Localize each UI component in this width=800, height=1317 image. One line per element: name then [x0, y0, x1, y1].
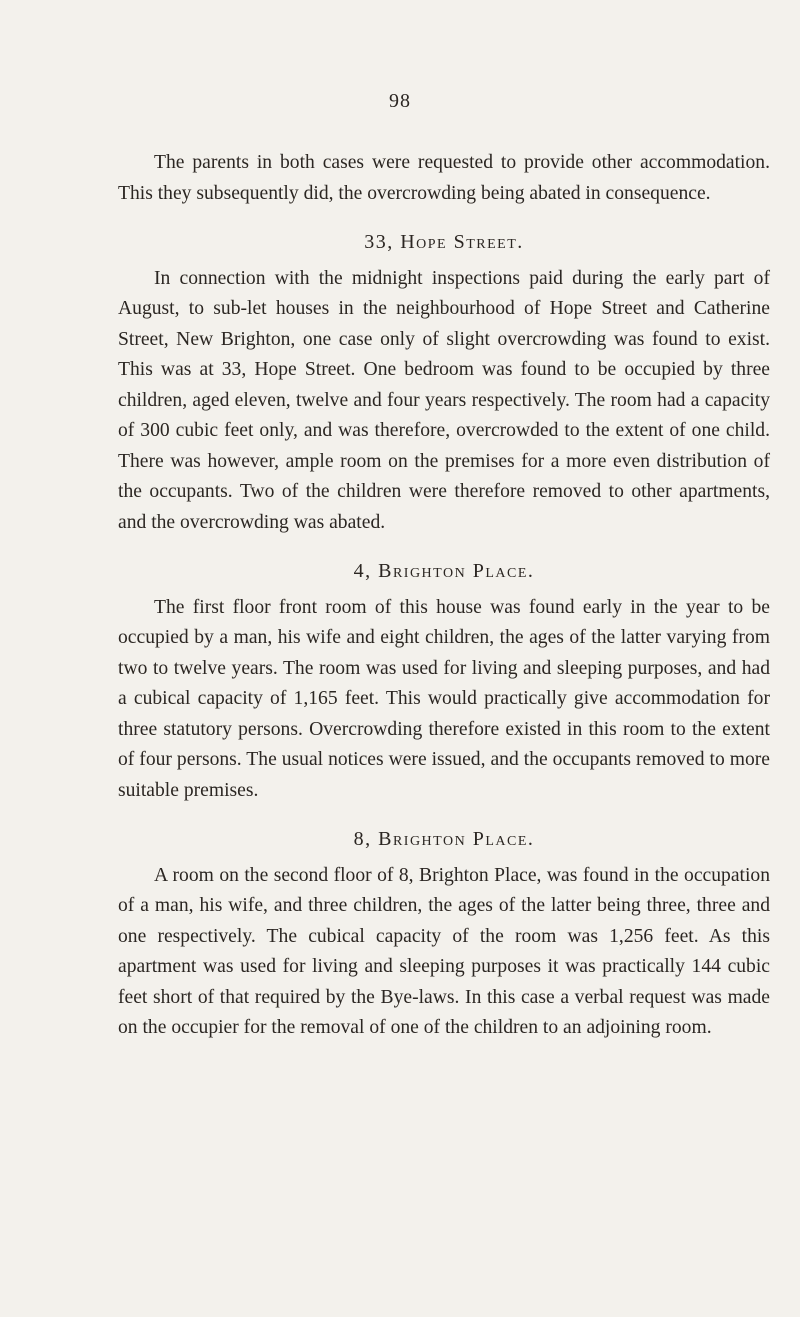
body-text: [118, 148, 770, 1044]
paragraph: A room on the second floor of 8, Brighton Place, was found in the occupation of a man, his wife, and three children, the ages of the latter being three, three and one respectively. The cubical capacity of the room was 1,256 feet. As this apartment was used for living and sleeping purposes it was practically 144 cubic feet short of that required by the Bye-laws. In this case a verbal request was made on the occupier for the removal of one of the children to an adjoining room.: [118, 864, 770, 1038]
paragraph: The parents in both cases were requested to provide other accommodation. This they subsequently did, the overcrowding being abated in consequence.: [118, 152, 770, 204]
paragraph: In connection with the midnight inspections paid during the early part of August, to sub-let houses in the neighbourhood of Hope Street and Catherine Street, New Brighton, one case only of slight overcrowding was found to exist. This was at 33, Hope Street. One bedroom was found to be occupied by three children, aged eleven, twelve and four years respectively. The room had a capacity of 300 cubic feet only, and was therefore, overcrowded to the extent of one child. There was however, ample room on the premises for a more even distribution of the occupants. Two of the children were therefore removed to other apartments, and the overcrowding was abated.: [118, 267, 770, 533]
paragraph: The first floor front room of this house was found early in the year to be occupied by a man, his wife and eight children, the ages of the latter varying from two to twelve years. The room was used for living and sleeping purposes, and had a cubical capacity of 1,165 feet. This would practically give accommodation for three statutory persons. Overcrowding therefore existed in this room to the extent of four persons. The usual notices were issued, and the occupants removed to more suitable premises.: [118, 596, 770, 801]
section-heading: 8, Brighton Place.: [353, 828, 535, 850]
page-number: 98: [389, 90, 411, 112]
section-heading: 33, Hope Street.: [364, 231, 524, 253]
section-heading: 4, Brighton Place.: [353, 560, 535, 582]
